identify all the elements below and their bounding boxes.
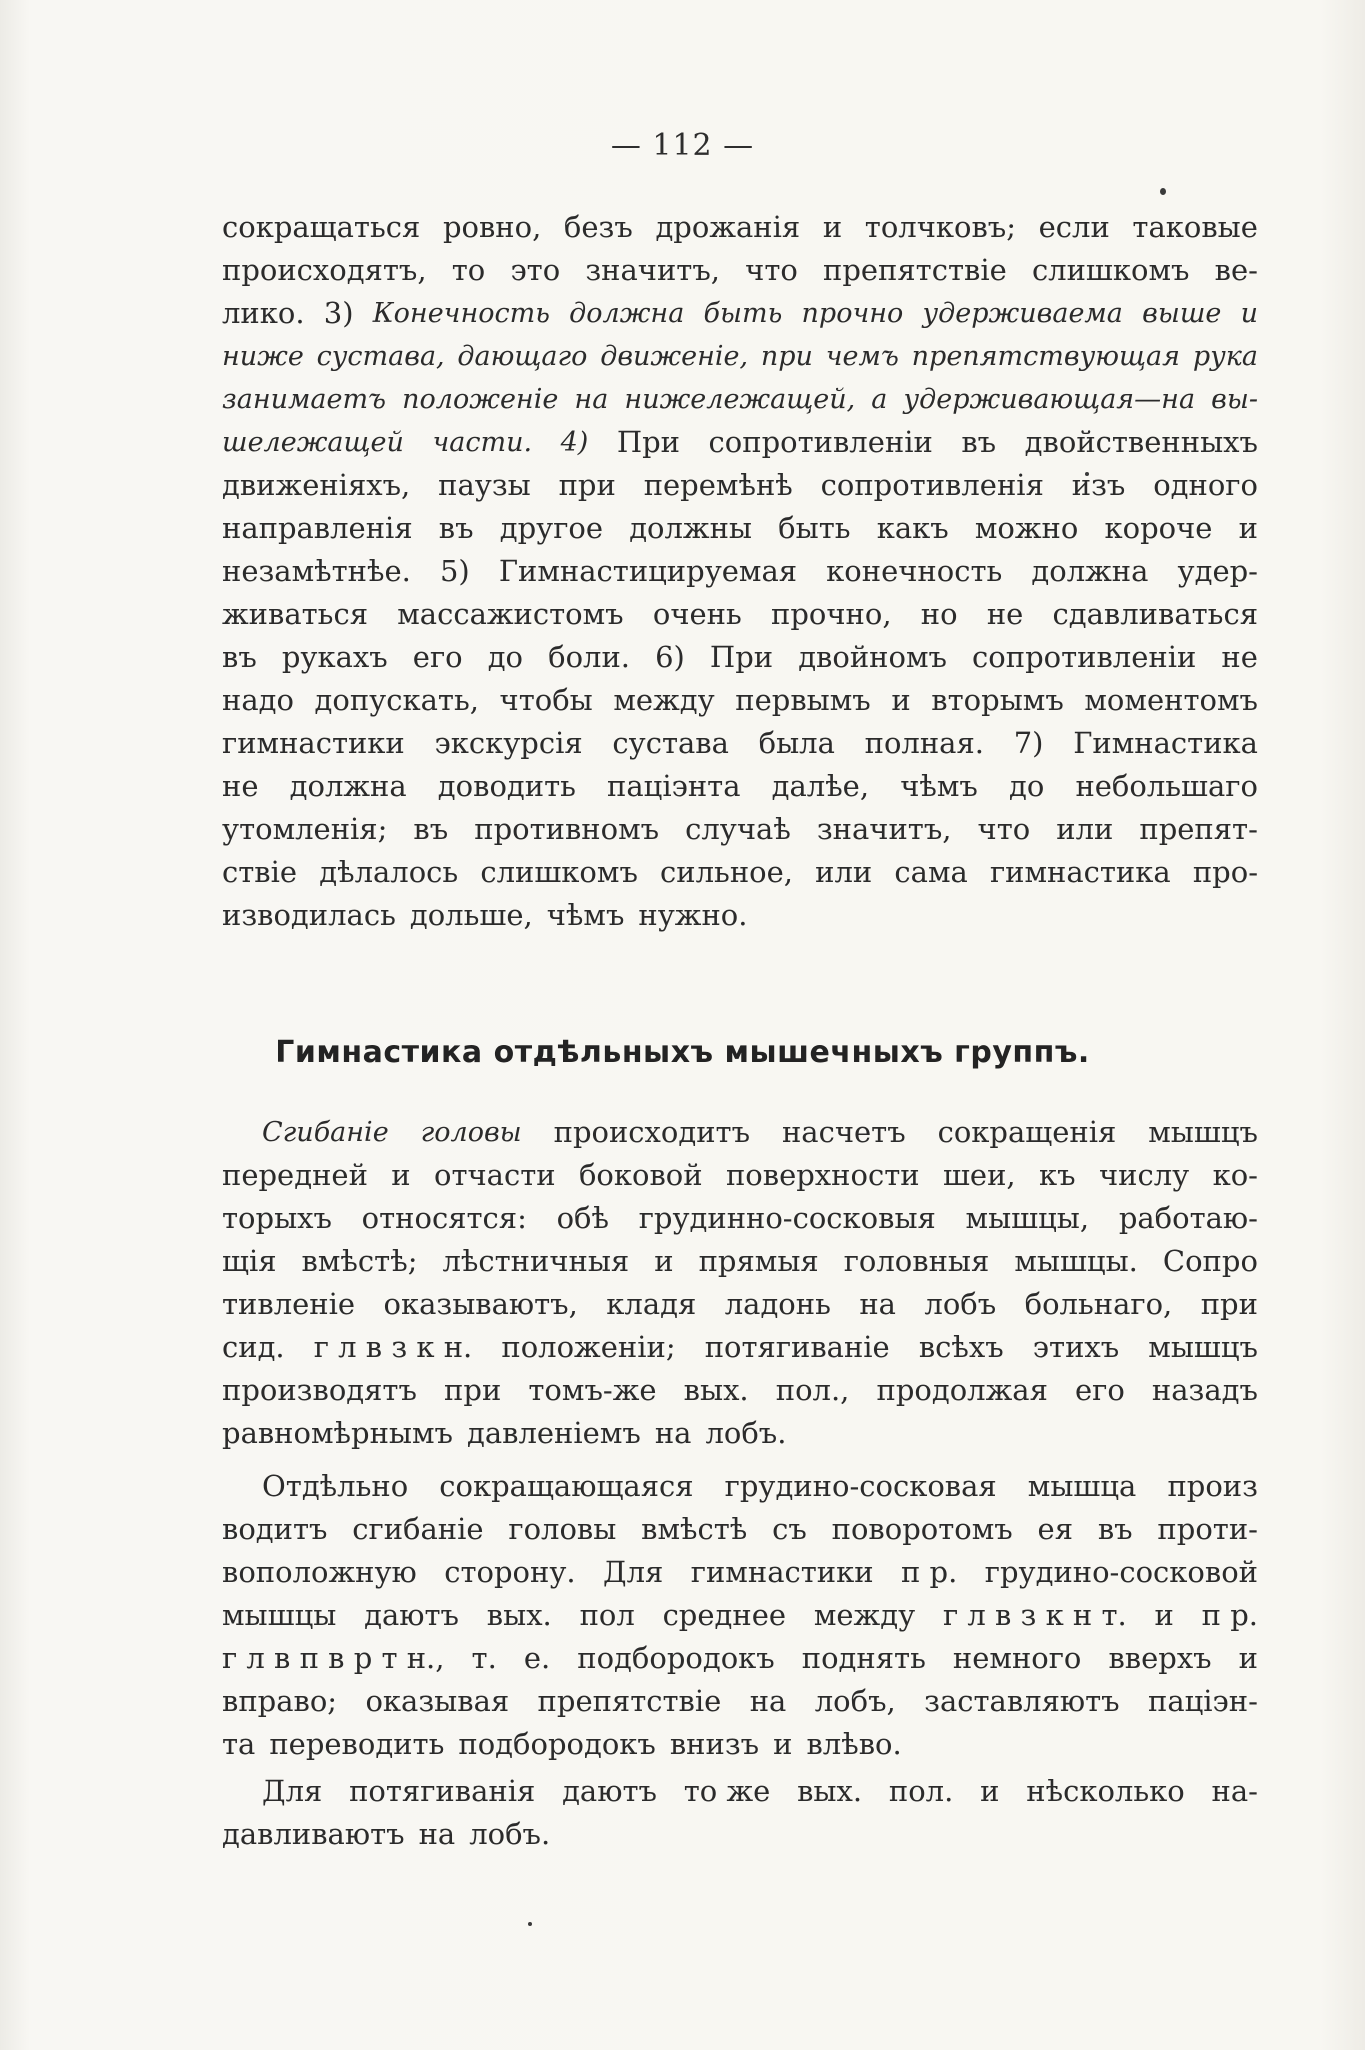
word: больнаго, [1024,1287,1173,1321]
word: до [1008,769,1045,803]
word: направленія [222,511,413,545]
word: пол., [775,1373,850,1407]
word: Для [262,1774,323,1808]
word: если [1038,210,1110,244]
word: экскурсія [434,726,583,760]
word: при [760,341,813,372]
word: равномѣрнымъ [222,1416,453,1450]
text-line [222,292,1258,335]
word: далѣе, [771,769,870,803]
text-line [222,636,1258,679]
word: быть [703,298,783,329]
word: лобъ. [469,1817,551,1851]
word: удерживаема [922,298,1123,329]
word: ровно, [442,210,542,244]
word: потягиванія [349,1774,536,1808]
word: доводить [437,769,576,803]
word: боковой [578,1158,703,1192]
word: поверхности [725,1158,920,1192]
word: его [1074,1373,1125,1407]
word: сокращающаяся [439,1469,694,1503]
word: давливаютъ [222,1817,405,1851]
word: поворотомъ [831,1512,1013,1546]
text-line [222,1154,1258,1197]
word: шеи, [942,1158,1016,1192]
word: вмѣстѣ; [301,1244,418,1278]
word: его [412,640,463,674]
word: изъ [1071,468,1126,502]
text-line [222,1723,1258,1766]
word: должна [289,769,407,803]
word: прямыя [698,1244,819,1278]
word: на [654,1416,692,1450]
word: 4) [560,427,589,458]
word: этихъ [1032,1330,1120,1364]
word: моментомъ [1084,683,1258,717]
word: допускать, [314,683,479,717]
word: сопротивленіи [708,425,933,459]
word: мышцъ [1148,1330,1258,1364]
word: должна [569,298,685,329]
word: должна [1031,554,1149,588]
word: мышцъ [1148,1115,1258,1149]
word: относятся: [361,1201,527,1235]
word: препят- [1139,812,1258,846]
text-line [222,1326,1258,1369]
word: передней [222,1158,368,1192]
word: съ [772,1512,807,1546]
word: на [574,384,609,415]
word: вверхъ [1108,1641,1212,1675]
word: вторымъ [931,683,1064,717]
word: грудинно-сосковыя [638,1201,936,1235]
word: въ [961,425,997,459]
word: въ [222,640,257,674]
word: къ [1039,1158,1076,1192]
ink-speck [1160,188,1166,195]
word: сдавливаться [1052,597,1258,631]
word: продолжая [876,1373,1048,1407]
word: дѣлалось [319,855,459,889]
word: положеніе [402,384,559,415]
word: ве- [1214,253,1258,287]
word: мышцы, [965,1201,1090,1235]
word: случаѣ [685,812,791,846]
word: подбородокъ [577,1641,775,1675]
text-line [222,1412,1258,1455]
text-line [222,335,1258,378]
word: водитъ [222,1512,328,1546]
word: переводить [269,1727,445,1761]
word: оказываютъ, [383,1287,578,1321]
word: та [222,1727,256,1761]
word: п р. [900,1555,958,1589]
word: сопротивленія [820,468,1044,502]
word: сторону. [444,1555,576,1589]
word: назадъ [1151,1373,1258,1407]
word: дольше, [409,898,533,932]
word: что [745,253,798,287]
word: сопротивленіи [972,640,1197,674]
word: отчасти [434,1158,556,1192]
word: лобъ. [705,1416,787,1450]
word: Конечность [372,298,550,329]
word: кладя [606,1287,697,1321]
word: лобъ, [814,1684,896,1718]
word: мышца [1027,1469,1137,1503]
word: влѣво. [806,1727,902,1761]
word: не [222,769,259,803]
word: мышцы. [1014,1244,1138,1278]
word: незамѣтнѣе. [222,554,411,588]
word: е. [523,1641,551,1675]
word: немного [952,1641,1082,1675]
word: вых. [486,1598,552,1632]
word: между [813,1598,916,1632]
word: движеніе, [600,341,749,372]
word: и [822,210,843,244]
word: небольшаго [1075,769,1258,803]
word: грудино-сосковая [724,1469,997,1503]
word: изводилась [222,898,396,932]
text-line [222,464,1258,507]
word: это [510,253,561,287]
word: сильное, [660,855,793,889]
word: до [487,640,524,674]
word: работаю- [1118,1201,1258,1235]
word: паузы [438,468,531,502]
text-line [222,1465,1258,1508]
word: 5) [439,554,470,588]
word: конечность [826,554,1003,588]
word: положеніи; [501,1330,676,1364]
word: а [871,384,888,415]
text-line [222,1551,1258,1594]
word: движеніяхъ, [222,468,411,502]
word: мышцы [222,1598,337,1632]
word: ствіе [222,855,298,889]
word: г л в п в р т н., [222,1641,445,1675]
word: гимнастики [222,726,405,760]
word: при [1200,1287,1258,1321]
word: подбородокъ [458,1727,656,1761]
word: пол. [888,1774,954,1808]
text-line [222,1594,1258,1637]
word: оказывая [365,1684,510,1718]
word: Гимнастика [1073,726,1258,760]
word: чѣмъ [900,769,978,803]
word: нужно. [638,898,748,932]
word: рука [1192,341,1258,372]
word: и [1238,1641,1258,1675]
word: живаться [222,597,368,631]
word: очень [652,597,742,631]
word: шележащей [222,427,404,458]
word: головы [420,1117,522,1148]
word: насчетъ [781,1115,906,1149]
word: воположную [222,1555,417,1589]
word: можно [974,511,1079,545]
word: паціэн- [1148,1684,1258,1718]
word: давленіемъ [467,1416,641,1450]
word: таковые [1132,210,1258,244]
section-heading: Гимнастика отдѣльныхъ мышечныхъ группъ. [275,1035,1090,1070]
text-line [222,1770,1258,1813]
word: или [1056,812,1114,846]
word: слишкомъ [480,855,638,889]
word: вых. [797,1774,863,1808]
word: вправо; [222,1684,338,1718]
word: удер- [1177,554,1258,588]
paragraph-1 [222,206,1258,937]
word: т. [471,1641,497,1675]
word: безъ [563,210,633,244]
word: лобъ [924,1287,997,1321]
word: прочно, [771,597,892,631]
word: другое [499,511,604,545]
word: нѣсколько [1026,1774,1185,1808]
text-line [222,550,1258,593]
word: тивленіе [222,1287,356,1321]
word: дающаго [457,341,588,372]
word: препятствующая [911,341,1181,372]
text-line [222,679,1258,722]
word: то же [683,1774,771,1808]
word: сустава [612,726,729,760]
word: заставляютъ [924,1684,1120,1718]
word: и [1240,298,1258,329]
word: всѣхъ [918,1330,1004,1364]
word: на [418,1817,456,1851]
word: томъ-же [528,1373,657,1407]
word: сокращенія [937,1115,1117,1149]
word: гимнастика [989,855,1171,889]
word: то [451,253,486,287]
text-line [222,249,1258,292]
word: двойномъ [798,640,947,674]
word: въ [1097,1512,1133,1546]
ink-speck [528,1922,532,1926]
word: щія [222,1244,277,1278]
word: Для [603,1555,664,1589]
word: выше [1142,298,1222,329]
word: При [616,425,681,459]
word: чтобы [499,683,593,717]
text-line [222,851,1258,894]
word: ниже [222,341,304,372]
word: противномъ [474,812,660,846]
text-line [222,1111,1258,1154]
word: и [1154,1598,1174,1632]
word: 6) [655,640,685,674]
word: сустава, [316,341,445,372]
word: не [986,597,1024,631]
word: ея [1037,1512,1074,1546]
word: сокращаться [222,210,421,244]
word: лико. [222,296,305,330]
word: и [654,1244,674,1278]
word: ко- [1212,1158,1258,1192]
word: полная. [864,726,984,760]
word: и [1238,511,1258,545]
word: головныя [843,1244,990,1278]
word: поднять [801,1641,926,1675]
word: проти- [1157,1512,1258,1546]
word: ладонь [724,1287,831,1321]
word: препятствіе [823,253,1007,287]
word: и [773,1727,793,1761]
paragraph-3 [222,1465,1258,1766]
text-line [222,894,1258,937]
text-line [222,1508,1258,1551]
word: Сопро [1162,1244,1258,1278]
text-line [222,1283,1258,1326]
word: и [980,1774,1000,1808]
word: дрожанія [655,210,801,244]
word: въ [413,812,449,846]
word: не [1221,640,1258,674]
word: утомленія; [222,812,388,846]
word: Гимнастицируемая [498,554,798,588]
word: короче [1104,511,1213,545]
text-line [222,593,1258,636]
text-line [222,1197,1258,1240]
word: происходятъ, [222,253,427,287]
word: и [891,683,911,717]
word: Сгибаніе [262,1117,389,1148]
word: одного [1153,468,1258,502]
word: надо [222,683,294,717]
word: слишкомъ [1031,253,1190,287]
word: была [758,726,835,760]
text-line [222,378,1258,421]
paragraph-4 [222,1770,1258,1856]
word: занимаетъ [222,384,387,415]
text-line [222,722,1258,765]
word: толчковъ; [864,210,1017,244]
word: среднее [662,1598,787,1632]
text-line [222,421,1258,464]
word: потягиваніе [704,1330,890,1364]
word: Отдѣльно [262,1469,409,1503]
word: числу [1098,1158,1190,1192]
word: даютъ [562,1774,657,1808]
word: что [977,812,1031,846]
word: внизъ [669,1727,760,1761]
word: вы- [1211,384,1258,415]
word: перемѣнѣ [643,468,793,502]
word: между [613,683,715,717]
word: вмѣстѣ [641,1512,748,1546]
word: рукахъ [281,640,388,674]
word: и [391,1158,411,1192]
word: сама [894,855,968,889]
word: массажистомъ [397,597,624,631]
word: значитъ, [585,253,720,287]
word: боли. [548,640,630,674]
text-line [222,206,1258,249]
word: на [859,1287,896,1321]
word: препятствіе [537,1684,722,1718]
word: При [709,640,774,674]
word: двойственныхъ [1024,425,1258,459]
word: при [444,1373,502,1407]
word: значитъ, [816,812,952,846]
word: г л в з к н т. [942,1598,1127,1632]
word: сид. [222,1330,285,1364]
word: головы [508,1512,617,1546]
word: чѣмъ [546,898,625,932]
word: быть [778,511,851,545]
word: грудино-сосковой [984,1555,1258,1589]
text-line [222,808,1258,851]
word: первымъ [735,683,871,717]
word: чемъ [825,341,899,372]
text-line [222,507,1258,550]
paragraph-2 [222,1111,1258,1455]
text-line [222,765,1258,808]
word: 7) [1013,726,1044,760]
word: п р. [1201,1598,1258,1632]
page-number: — 112 — [610,128,755,163]
word: гимнастики [690,1555,874,1589]
word: удерживающая—на [903,384,1196,415]
word: паціэнта [607,769,741,803]
word: или [815,855,873,889]
word: на- [1211,1774,1258,1808]
word: даютъ [364,1598,460,1632]
word: прочно [801,298,904,329]
word: лѣстничныя [442,1244,630,1278]
word: части. [432,427,533,458]
text-line [222,1369,1258,1412]
text-line [222,1637,1258,1680]
word: произ [1167,1469,1258,1503]
word: пол [579,1598,635,1632]
text-line [222,1813,1258,1856]
word: происходитъ [553,1115,751,1149]
word: должны [629,511,753,545]
text-line [222,1240,1258,1283]
word: г л в з к н. [313,1330,473,1364]
word: вых. [683,1373,749,1407]
text-line [222,1680,1258,1723]
word: про- [1192,855,1258,889]
word: сгибаніе [352,1512,484,1546]
word: обѣ [556,1201,609,1235]
word: 3) [323,296,354,330]
word: при [558,468,616,502]
word: торыхъ [222,1201,332,1235]
word: какъ [876,511,949,545]
word: нижележащей, [624,384,856,415]
word: въ [438,511,474,545]
word: производятъ [222,1373,417,1407]
word: но [920,597,958,631]
word: на [749,1684,787,1718]
